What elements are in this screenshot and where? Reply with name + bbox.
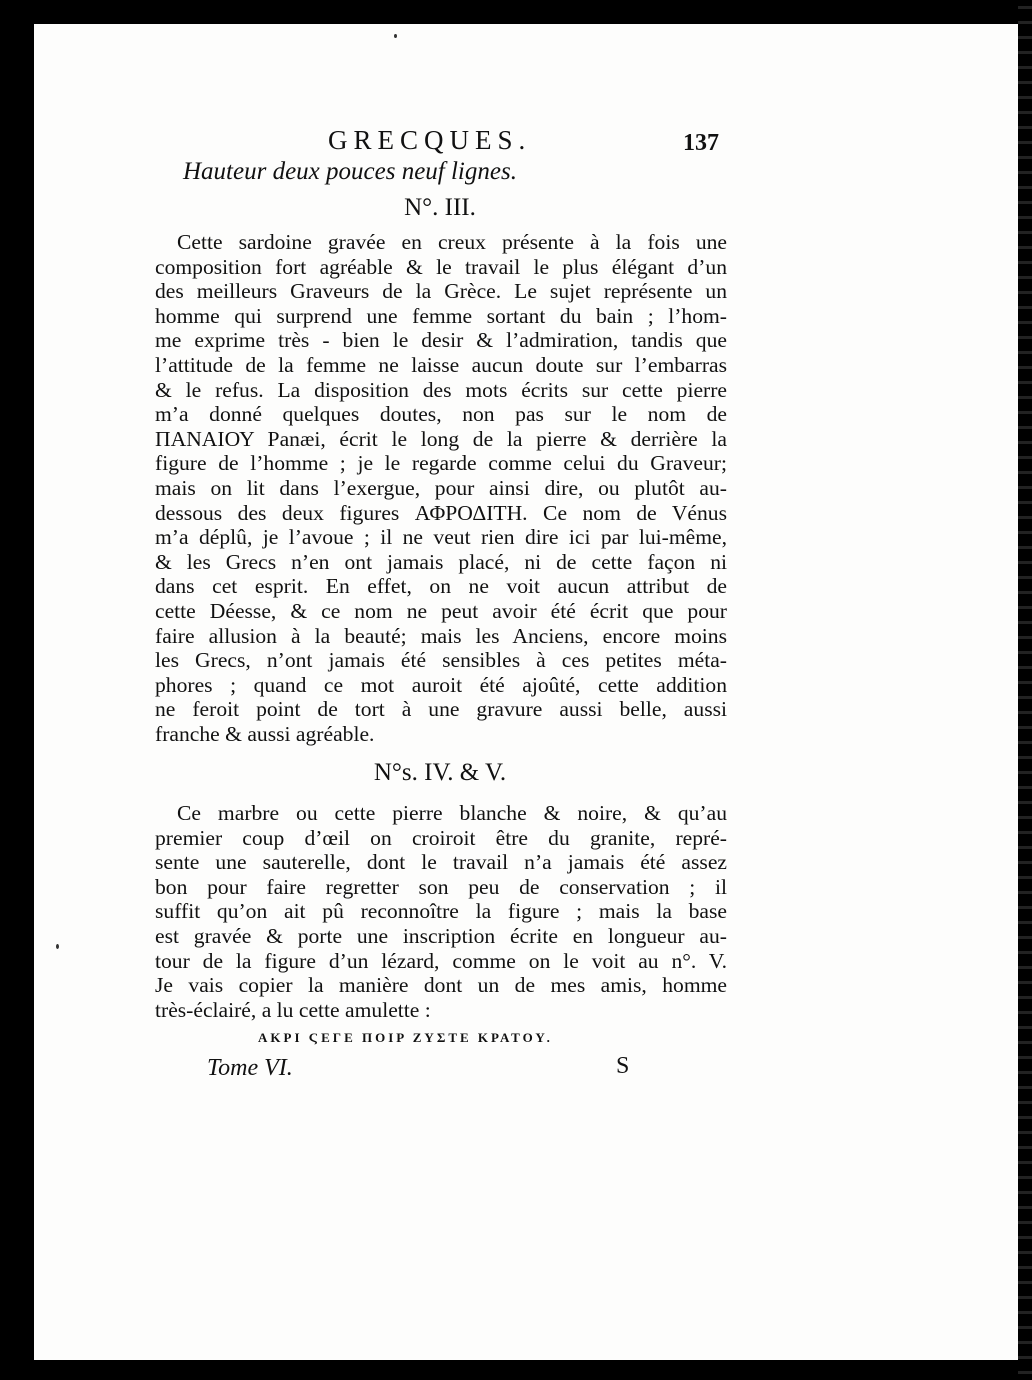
- text-line: me exprime très - bien le desir & l’admiration, tandis que: [155, 328, 727, 353]
- section-heading-iii: N°. III.: [404, 194, 476, 221]
- text-line: ne feroit point de tort à une gravure aussi belle, aussi: [155, 697, 727, 722]
- text-line: homme qui surprend une femme sortant du bain ; l’hom-: [155, 303, 727, 328]
- page-edge-shadow: [1018, 0, 1032, 1380]
- text-line: très-éclairé, a lu cette amulette :: [155, 997, 431, 1022]
- running-head: GRECQUES.: [328, 125, 532, 155]
- text-line: sente une sauterelle, dont le travail n’a jamais été assez: [155, 850, 727, 875]
- text-line: faire allusion à la beauté; mais les Anciens, encore moins: [155, 623, 727, 648]
- section-heading-iv-v: N°s. IV. & V.: [373, 759, 507, 786]
- text-line: premier coup d’œil on croiroit être du granite, repré-: [155, 825, 727, 850]
- signature-mark: S: [616, 1053, 630, 1079]
- text-line: Je vais copier la manière dont un de mes amis, homme: [155, 973, 727, 998]
- paragraph-iv-v: [155, 801, 727, 1022]
- text-line: les Grecs, n’ont jamais été sensibles à ces petites méta-: [155, 648, 727, 673]
- text-line: ΠΑΝΑΙΟΥ Panæi, écrit le long de la pierre & derrière la: [155, 426, 727, 451]
- dimension-caption: Hauteur deux pouces neuf lignes.: [183, 158, 517, 185]
- text-line: & le refus. La disposition des mots écrits sur cette pierre: [155, 377, 727, 402]
- text-line: Ce marbre ou cette pierre blanche & noire, & qu’au: [177, 801, 727, 825]
- text-line: suffit qu’on ait pû reconnoître la figure ; mais la base: [155, 899, 727, 924]
- text-line: m’a déplû, je l’avoue ; il ne veut rien dire ici par lui-même,: [155, 525, 727, 550]
- greek-inscription: ΑΚΡΙ ϚΕΓΕ ΠΟΙΡ ΖΥΣΤΕ ΚΡΑΤΟΥ.: [258, 1030, 553, 1045]
- text-line: franche & aussi agréable.: [155, 721, 375, 746]
- text-line: l’attitude de la femme ne laisse aucun doute sur l’embarras: [155, 352, 727, 377]
- text-line: des meilleurs Graveurs de la Grèce. Le sujet représente un: [155, 279, 727, 304]
- tome-label: Tome VI.: [207, 1055, 293, 1081]
- page-number: 137: [683, 130, 719, 156]
- text-line: est gravée & porte une inscription écrite en longueur au-: [155, 923, 727, 948]
- print-speck: [56, 944, 59, 949]
- text-line: figure de l’homme ; je le regarde comme celui du Graveur;: [155, 451, 727, 476]
- paragraph-iii: [155, 230, 727, 746]
- text-line: Cette sardoine gravée en creux présente à la fois une: [177, 230, 727, 254]
- text-line: cette Déesse, & ce nom ne peut avoir été écrit que pour: [155, 598, 727, 623]
- text-line: bon pour faire regretter son peu de conservation ; il: [155, 874, 727, 899]
- text-line: phores ; quand ce mot auroit été ajoûté, cette addition: [155, 672, 727, 697]
- text-line: mais on lit dans l’exergue, pour ainsi dire, ou plutôt au-: [155, 475, 727, 500]
- text-line: m’a donné quelques doutes, non pas sur le nom de: [155, 402, 727, 427]
- print-speck: [394, 34, 397, 38]
- text-line: dans cet esprit. En effet, on ne voit aucun attribut de: [155, 574, 727, 599]
- text-line: composition fort agréable & le travail le plus élégant d’un: [155, 254, 727, 279]
- text-line: dessous des deux figures ΑΦΡΟΔΙΤΗ. Ce nom de Vénus: [155, 500, 727, 525]
- text-line: & les Grecs n’en ont jamais placé, ni de cette façon ni: [155, 549, 727, 574]
- text-line: tour de la figure d’un lézard, comme on le voit au n°. V.: [155, 948, 727, 973]
